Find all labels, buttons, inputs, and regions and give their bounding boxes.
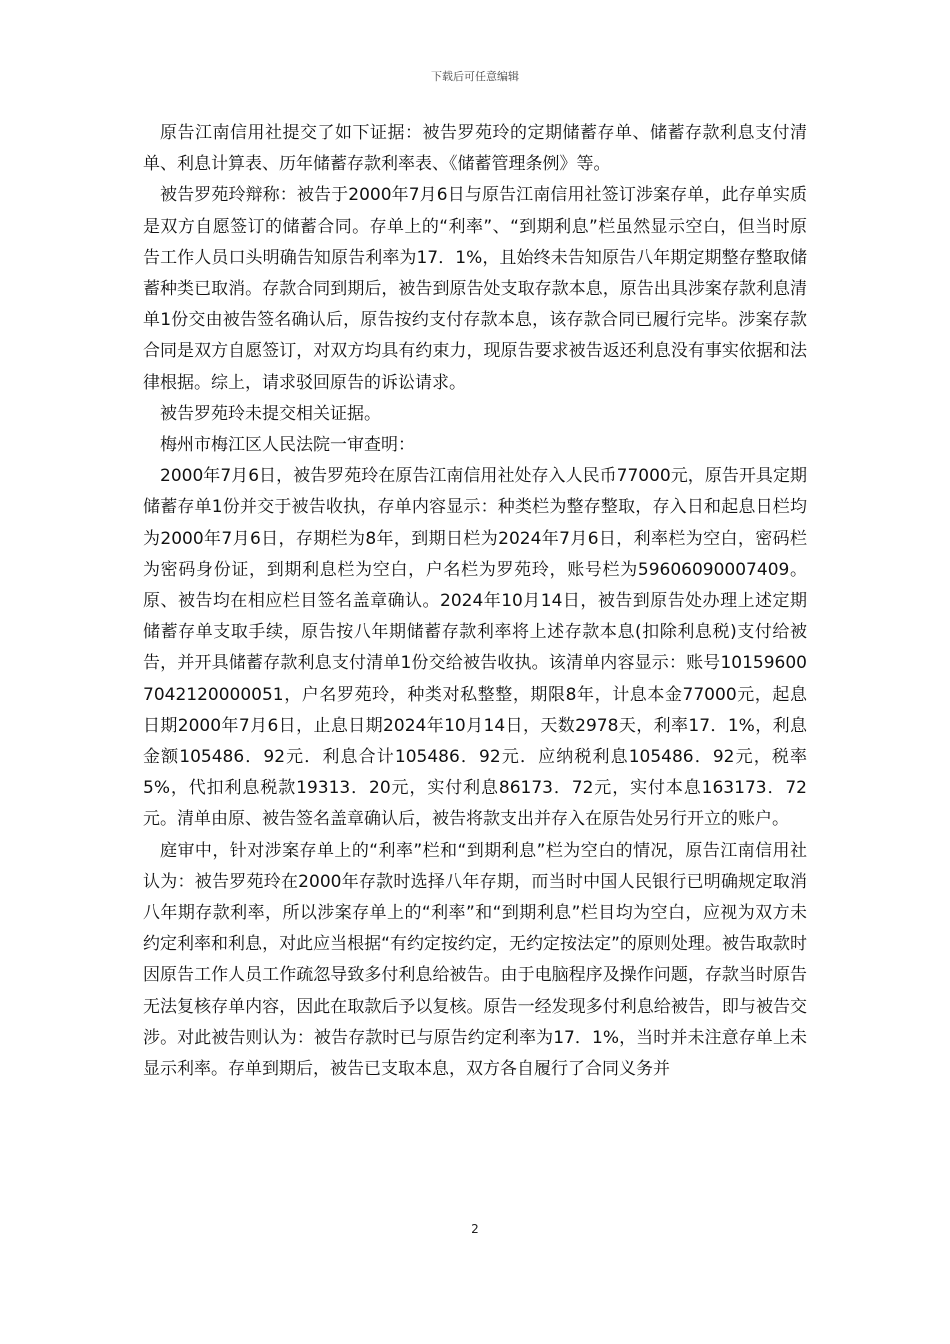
paragraph-defendant-no-evidence: 被告罗苑玲未提交相关证据。 — [160, 403, 381, 424]
paragraph-court-findings: 2000年7月6日，被告罗苑玲在原告江南信用社处存入人民币77000元，原告开具定期储蓄存单1份并交于被告收执，存单内容显示：种类栏为整存整取，存入日和起息日栏均为2000年7月6日，存期栏为8年，到期日栏为2024年7月6日，利率栏为空白，密码栏为密码身份证，到期利息栏为空白，户名栏为罗苑玲，账号栏为59606090007409。原、被告均在相应栏目签名盖章确认。2024年10月14日，被告到原告处办理上述定期储蓄存单支取手续，原告按八年期储蓄存款利率将上述存款本息(扣除利息税)支付给被告，并开具储蓄存款利息支付清单1份交给被告收执。该清单内容显示：账号101596007042120000051，户名罗苑玲，种类对私整整，期限8年，计息本金77000元，起息日期2000年7月6日，止息日期2024年10月14日，天数2978天，利率17．1%，利息金额105486．92元．利息合计105486．92元．应纳税利息105486．92元，税率5%，代扣利息税款19313．20元，实付利息86173．72元，实付本息163173．72元。清单由原、被告签名盖章确认后，被告将款支出并存入在原告处另行开立的账户。 — [143, 466, 807, 830]
paragraph-court-findings-heading: 梅州市梅江区人民法院一审查明： — [160, 435, 415, 456]
page-number: 2 — [471, 1222, 479, 1236]
paragraph-plaintiff-evidence: 原告江南信用社提交了如下证据：被告罗苑玲的定期储蓄存单、储蓄存款利息支付清单、利息计算表、历年储蓄存款利率表、《储蓄管理条例》等。 — [143, 123, 807, 175]
paragraph-trial-arguments: 庭审中，针对涉案存单上的“利率”栏和“到期利息”栏为空白的情况，原告江南信用社认为：被告罗苑玲在2000年存款时选择八年存期，而当时中国人民银行已明确规定取消八年期存款利率，所以涉案存单上的“利率”和“到期利息”栏目均为空白，应视为双方未约定利率和利息，对此应当根据“有约定按约定，无约定按法定”的原则处理。被告取款时因原告工作人员工作疏忽导致多付利息给被告。由于电脑程序及操作问题，存款当时原告无法复核存单内容，因此在取款后予以复核。原告一经发现多付利息给被告，即与被告交涉。对此被告则认为：被告存款时已与原告约定利率为17．1%，当时并未注意存单上未显示利率。存单到期后，被告已支取本息，双方各自履行了合同义务并 — [143, 840, 807, 1080]
page-header-note: 下载后可任意编辑 — [431, 70, 519, 83]
document-body — [143, 118, 807, 1085]
paragraph-defendant-defense: 被告罗苑玲辩称：被告于2000年7月6日与原告江南信用社签订涉案存单，此存单实质是双方自愿签订的储蓄合同。存单上的“利率”、“到期利息”栏虽然显示空白，但当时原告工作人员口头明确告知原告利率为17．1%，且始终未告知原告八年期定期整存整取储蓄种类已取消。存款合同到期后，被告到原告处支取存款本息，原告出具涉案存款利息清单1份交由被告签名确认后，原告按约支付存款本息，该存款合同已履行完毕。涉案存款合同是双方自愿签订，对双方均具有约束力，现原告要求被告返还利息没有事实依据和法律根据。综上，请求驳回原告的诉讼请求。 — [143, 185, 807, 393]
